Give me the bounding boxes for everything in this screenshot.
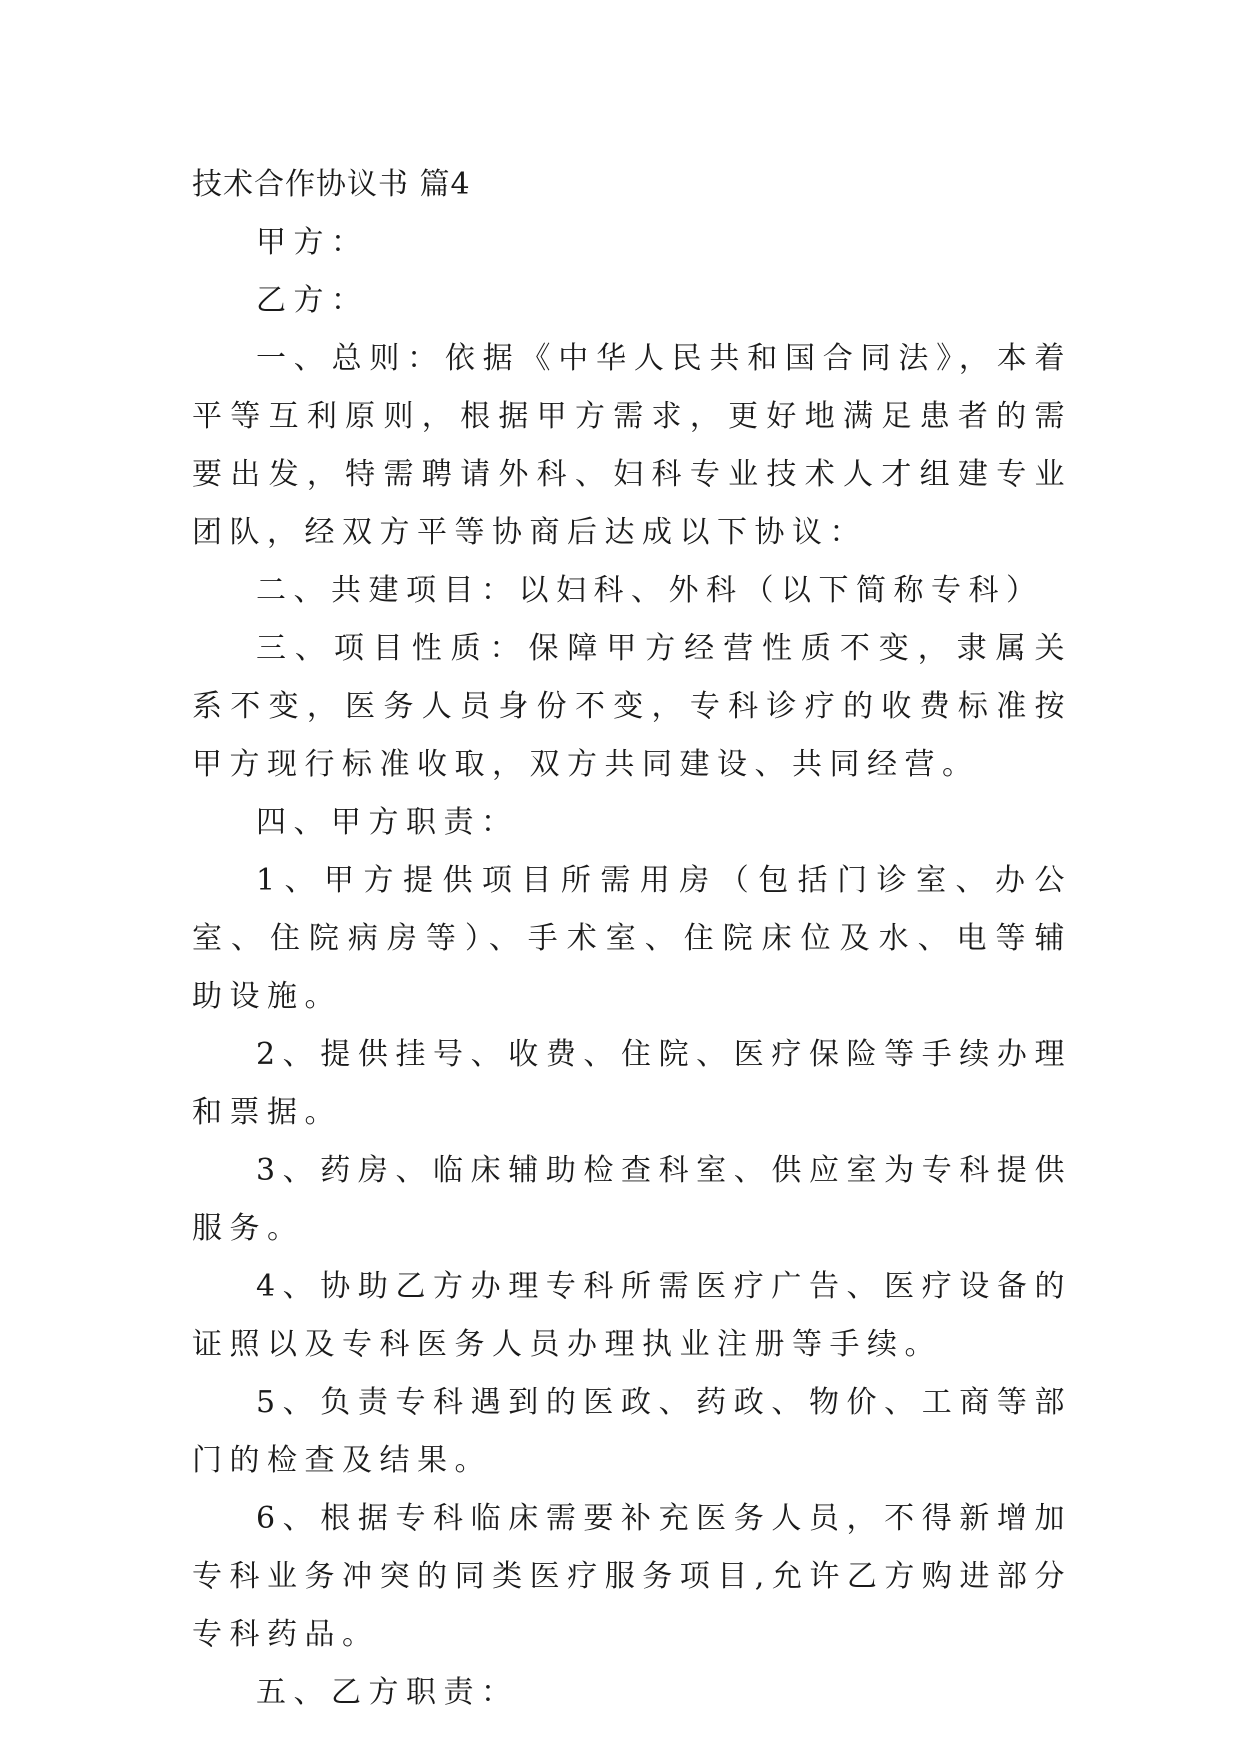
party-a-line: 甲方： [256, 225, 369, 260]
party-b-line: 乙方： [256, 283, 369, 318]
party-a-duty-4: 4、协助乙方办理专科所需医疗广告、医疗设备的证照以及专科医务人员办理执业注册等手续。 [192, 1269, 1072, 1362]
section-party-b-duties-heading: 五、乙方职责： [256, 1675, 519, 1710]
section-party-a-duties-heading: 四、甲方职责： [256, 805, 519, 840]
party-a-duty-3: 3、药房、临床辅助检查科室、供应室为专科提供服务。 [192, 1153, 1072, 1246]
document-title: 技术合作协议书 篇4 [192, 167, 471, 202]
party-a-duty-5: 5、负责专科遇到的医政、药政、物价、工商等部门的检查及结果。 [192, 1385, 1072, 1478]
document-body [192, 156, 1072, 1722]
section-project-nature: 三、项目性质：保障甲方经营性质不变，隶属关系不变，医务人员身份不变，专科诊疗的收费标准按甲方现行标准收取，双方共同建设、共同经营。 [192, 631, 1072, 782]
party-a-duty-1: 1、甲方提供项目所需用房（包括门诊室、办公室、住院病房等）、手术室、住院床位及水、电等辅助设施。 [192, 863, 1072, 1014]
section-joint-project: 二、共建项目：以妇科、外科（以下简称专科） [256, 573, 1044, 608]
party-a-duty-2: 2、提供挂号、收费、住院、医疗保险等手续办理和票据。 [192, 1037, 1072, 1130]
party-a-duty-6: 6、根据专科临床需要补充医务人员，不得新增加专科业务冲突的同类医疗服务项目,允许乙方购进部分专科药品。 [192, 1501, 1072, 1652]
section-general: 一、总则：依据《中华人民共和国合同法》，本着平等互利原则，根据甲方需求，更好地满足患者的需要出发，特需聘请外科、妇科专业技术人才组建专业团队，经双方平等协商后达成以下协议： [192, 341, 1072, 550]
